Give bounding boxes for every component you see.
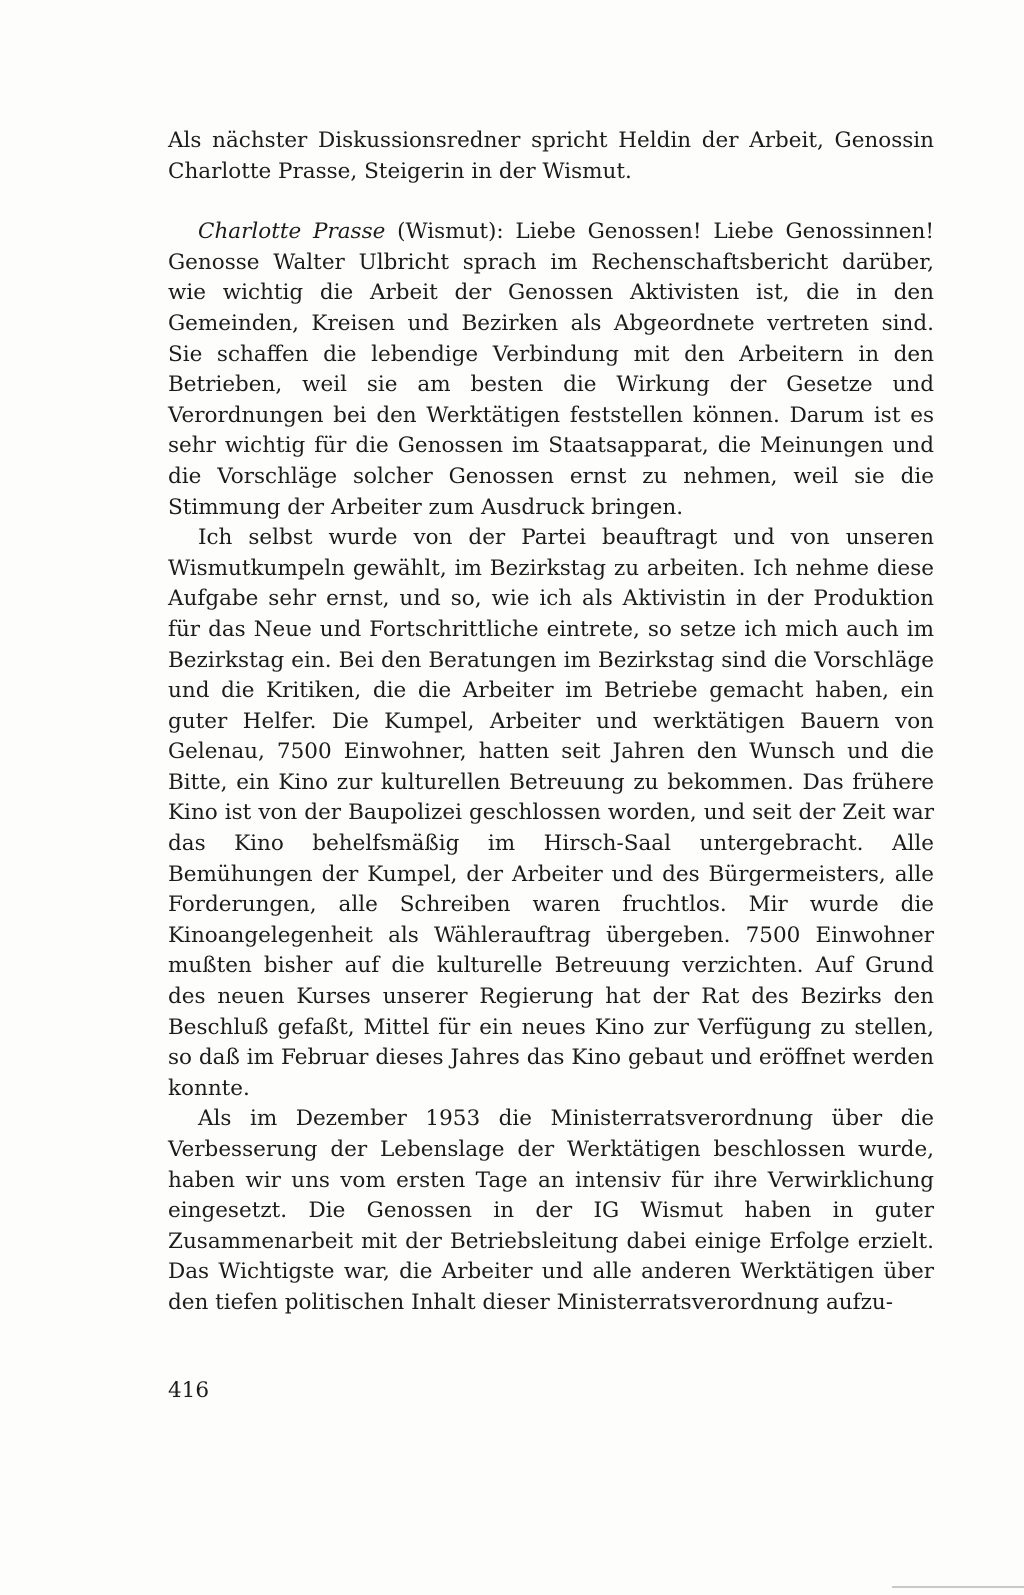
page-number: 416 <box>168 1378 210 1403</box>
speech-paragraph-1 <box>168 217 934 523</box>
scan-artifact-line <box>892 1586 1024 1588</box>
speaker-name: Charlotte Prasse <box>198 219 386 245</box>
speech-paragraph-1-text: (Wismut): Liebe Genossen! Liebe Genossinnen! Genosse Walter Ulbricht sprach im Rechenschaftsbericht darüber, wie wichtig die Arbeit der Genossen Aktivisten ist, die in den Gemeinden, Kreisen und Bezirken als Abgeordnete vertreten sind. Sie schaffen die lebendige Verbindung mit den Arbeitern in den Betrieben, weil sie am besten die Wirkung der Gesetze und Verordnungen bei den Werktätigen feststellen können. Darum ist es sehr wichtig für die Genossen im Staatsapparat, die Meinungen und die Vorschläge solcher Genossen ernst zu nehmen, weil sie die Stimmung der Arbeiter zum Ausdruck bringen. <box>168 219 934 520</box>
speech-paragraph-2: Ich selbst wurde von der Partei beauftragt und von unseren Wismutkumpeln gewählt, im Bezirkstag zu arbeiten. Ich nehme diese Aufgabe sehr ernst, und so, wie ich als Aktivistin in der Produktion für das Neue und Fortschrittliche eintrete, so setze ich mich auch im Bezirkstag ein. Bei den Beratungen im Bezirkstag sind die Vorschläge und die Kritiken, die die Arbeiter im Betriebe gemacht haben, ein guter Helfer. Die Kumpel, Arbeiter und werktätigen Bauern von Gelenau, 7500 Einwohner, hatten seit Jahren den Wunsch und die Bitte, ein Kino zur kulturellen Betreuung zu bekommen. Das frühere Kino ist von der Baupolizei geschlossen worden, und seit der Zeit war das Kino behelfsmäßig im Hirsch-Saal untergebracht. Alle Bemühungen der Kumpel, der Arbeiter und des Bürgermeisters, alle Forderungen, alle Schreiben waren fruchtlos. Mir wurde die Kinoangelegenheit als Wählerauftrag übergeben. 7500 Einwohner mußten bisher auf die kulturelle Betreuung verzichten. Auf Grund des neuen Kurses unserer Regierung hat der Rat des Bezirks den Beschluß gefaßt, Mittel für ein neues Kino zur Verfügung zu stellen, so daß im Februar dieses Jahres das Kino gebaut und eröffnet werden konnte. <box>168 525 934 1101</box>
intro-paragraph: Als nächster Diskussionsredner spricht Heldin der Arbeit, Genossin Charlotte Prasse, Steigerin in der Wismut. <box>168 128 934 184</box>
body-text <box>168 126 934 1319</box>
speech-paragraph-3: Als im Dezember 1953 die Ministerratsverordnung über die Verbesserung der Lebenslage der Werktätigen beschlossen wurde, haben wir uns vom ersten Tage an intensiv für ihre Verwirklichung eingesetzt. Die Genossen in der IG Wismut haben in guter Zusammenarbeit mit der Betriebsleitung dabei einige Erfolge erzielt. Das Wichtigste war, die Arbeiter und alle anderen Werktätigen über den tiefen politischen Inhalt dieser Ministerratsverordnung aufzu- <box>168 1106 934 1315</box>
